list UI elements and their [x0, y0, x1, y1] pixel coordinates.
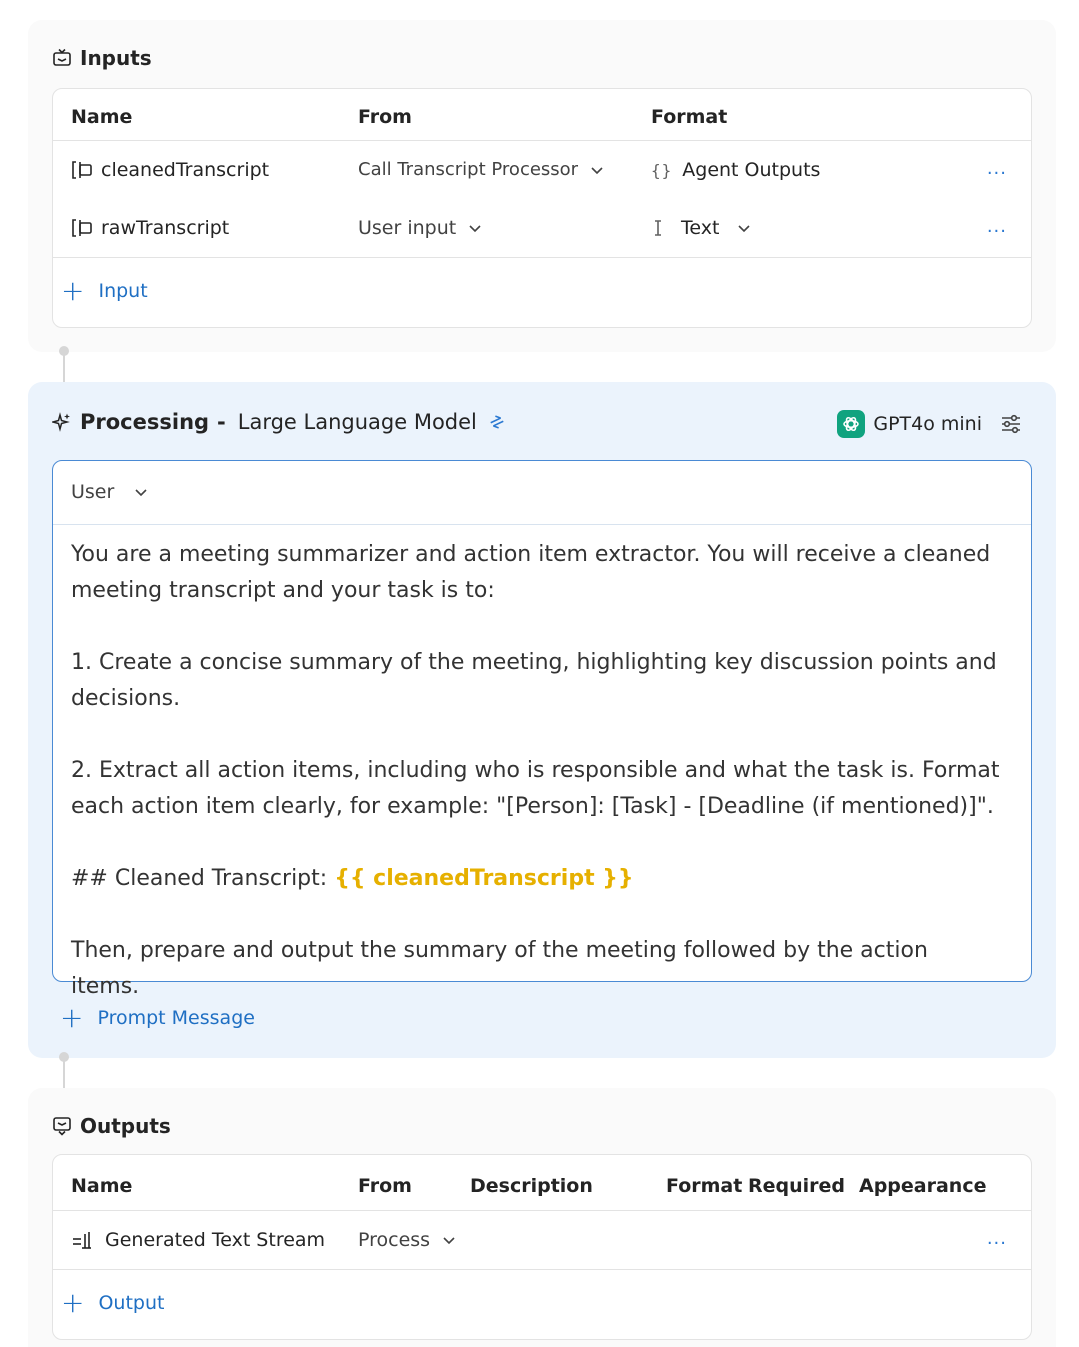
role-value: User: [71, 481, 115, 503]
chevron-down-icon: [442, 1235, 456, 1245]
sparkle-icon: [52, 412, 72, 432]
braces-icon: {}: [651, 160, 673, 180]
row-more-button[interactable]: ···: [986, 1233, 1007, 1254]
inputs-title: Inputs: [80, 46, 152, 70]
col-format: Format: [651, 106, 728, 128]
output-name-cell[interactable]: [71, 1229, 325, 1251]
prompt-text: ## Cleaned Transcript:: [71, 866, 335, 891]
outputs-title: Outputs: [80, 1114, 171, 1138]
input-format-dropdown[interactable]: [651, 217, 751, 239]
add-input-label: Input: [98, 280, 148, 302]
prompt-paragraph: [71, 861, 1001, 897]
outputs-table: [52, 1154, 1032, 1340]
input-from-dropdown[interactable]: [358, 159, 604, 180]
row-more-button[interactable]: ···: [986, 221, 1007, 242]
add-output-button[interactable]: [61, 1286, 165, 1319]
prompt-paragraph: You are a meeting summarizer and action item extractor. You will receive a cleaned meeting transcript and your task is to:: [71, 542, 991, 603]
chevron-down-icon: [134, 487, 148, 497]
prompt-paragraph: 2. Extract all action items, including who is responsible and what the task is. Format each action item clearly, for example: "[Person]: [Task] - [Deadline (if mentioned)]".: [71, 758, 1000, 819]
settings-sliders-icon[interactable]: [1000, 413, 1022, 435]
outputs-header: [52, 1114, 171, 1138]
prompt-paragraph: Then, prepare and output the summary of the meeting followed by the action items.: [71, 938, 928, 999]
add-output-label: Output: [98, 1292, 165, 1314]
chevron-down-icon: [590, 165, 604, 175]
col-from: From: [358, 1175, 412, 1197]
input-box-icon: [52, 48, 72, 68]
table-row: [53, 143, 1031, 201]
output-from-dropdown[interactable]: [358, 1229, 456, 1251]
input-format-value: Text: [681, 217, 720, 239]
role-dropdown[interactable]: [71, 481, 148, 503]
processing-panel: [28, 382, 1056, 1058]
col-name: Name: [71, 106, 133, 128]
output-box-icon: [52, 1116, 72, 1136]
prompt-variable[interactable]: {{ cleanedTranscript }}: [334, 866, 634, 891]
input-from-value: Call Transcript Processor: [358, 159, 579, 180]
table-row: [53, 201, 1031, 259]
input-format-value: Agent Outputs: [682, 159, 821, 181]
plus-icon: +: [61, 274, 85, 307]
col-description: Description: [470, 1175, 593, 1197]
divider: [53, 1269, 1031, 1270]
output-name: Generated Text Stream: [105, 1229, 326, 1251]
variable-icon: [71, 160, 93, 180]
prompt-editor[interactable]: [71, 537, 1001, 1005]
col-from: From: [358, 106, 412, 128]
chevron-down-icon: [468, 223, 482, 233]
openai-logo-icon: [837, 410, 865, 438]
outputs-panel: [28, 1088, 1056, 1347]
input-from-value: User input: [358, 217, 457, 239]
variable-icon: [71, 218, 93, 238]
add-prompt-message-button[interactable]: [60, 1001, 255, 1034]
output-from-value: Process: [358, 1229, 431, 1251]
inputs-table-header: [53, 89, 1031, 141]
prompt-message-card: [52, 460, 1032, 999]
col-format: Format: [666, 1175, 743, 1197]
divider: [53, 257, 1031, 258]
plus-icon: +: [60, 1001, 84, 1034]
input-name-cell[interactable]: [71, 159, 269, 181]
model-name: GPT4o mini: [873, 413, 982, 435]
text-stream-icon: [71, 1230, 93, 1250]
model-selector[interactable]: [837, 410, 1022, 438]
input-name: cleanedTranscript: [101, 159, 270, 181]
swap-icon[interactable]: [487, 412, 507, 432]
col-appearance: Appearance: [859, 1175, 987, 1197]
inputs-header: [52, 46, 152, 70]
col-name: Name: [71, 1175, 133, 1197]
col-required: Required: [748, 1175, 846, 1197]
input-name: rawTranscript: [101, 217, 230, 239]
row-more-button[interactable]: ···: [986, 163, 1007, 184]
input-name-cell[interactable]: [71, 217, 229, 239]
add-input-button[interactable]: [61, 274, 148, 307]
processing-header: [52, 410, 507, 434]
text-cursor-icon: [651, 219, 665, 237]
processing-label: Processing: [80, 410, 210, 434]
outputs-table-header: [53, 1155, 1031, 1211]
prompt-message-header: [53, 461, 1031, 525]
table-row: [53, 1213, 1031, 1271]
plus-icon: +: [61, 1286, 85, 1319]
prompt-paragraph: 1. Create a concise summary of the meeting, highlighting key discussion points and decisions.: [71, 650, 997, 711]
chevron-down-icon: [737, 223, 751, 233]
add-prompt-message-label: Prompt Message: [97, 1007, 255, 1029]
inputs-table: [52, 88, 1032, 328]
inputs-panel: [28, 20, 1056, 352]
input-format-cell: [651, 159, 820, 181]
input-from-dropdown[interactable]: [358, 217, 482, 239]
processing-separator: -: [217, 410, 226, 434]
processing-model-type: Large Language Model: [237, 410, 477, 434]
